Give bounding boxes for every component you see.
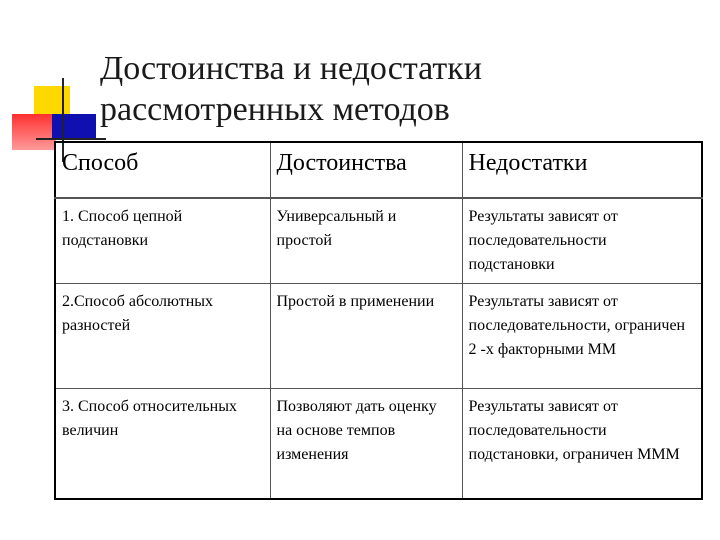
table-header-row bbox=[55, 142, 702, 198]
slide-title-line-2: рассмотренных методов bbox=[100, 91, 450, 128]
comparison-table bbox=[54, 141, 703, 500]
cell-method: 3. Способ относительных величин bbox=[55, 389, 270, 500]
cell-advantages: Позволяют дать оценку на основе темпов изменения bbox=[270, 389, 462, 500]
decor-red-square bbox=[12, 114, 56, 150]
decor-horizontal-line bbox=[36, 138, 106, 140]
cell-disadvantages: Результаты зависят от последовательности подстановки, ограничен МММ bbox=[462, 389, 702, 500]
cell-method: 1. Способ цепной подстановки bbox=[55, 198, 270, 284]
cell-disadvantages: Результаты зависят от последовательности, ограничен 2 -х факторными ММ bbox=[462, 284, 702, 389]
slide-title-line-1: Достоинства и недостатки bbox=[100, 50, 482, 87]
cell-method: 2.Способ абсолютных разностей bbox=[55, 284, 270, 389]
header-disadvantages: Недостатки bbox=[462, 142, 702, 198]
cell-disadvantages: Результаты зависят от последовательности подстановки bbox=[462, 198, 702, 284]
table-row bbox=[55, 389, 702, 500]
cell-advantages: Универсальный и простой bbox=[270, 198, 462, 284]
slide-title bbox=[100, 48, 482, 130]
table-row bbox=[55, 284, 702, 389]
decor-blue-square bbox=[52, 114, 96, 140]
header-method: Способ bbox=[55, 142, 270, 198]
table-row bbox=[55, 198, 702, 284]
header-advantages: Достоинства bbox=[270, 142, 462, 198]
cell-advantages: Простой в применении bbox=[270, 284, 462, 389]
